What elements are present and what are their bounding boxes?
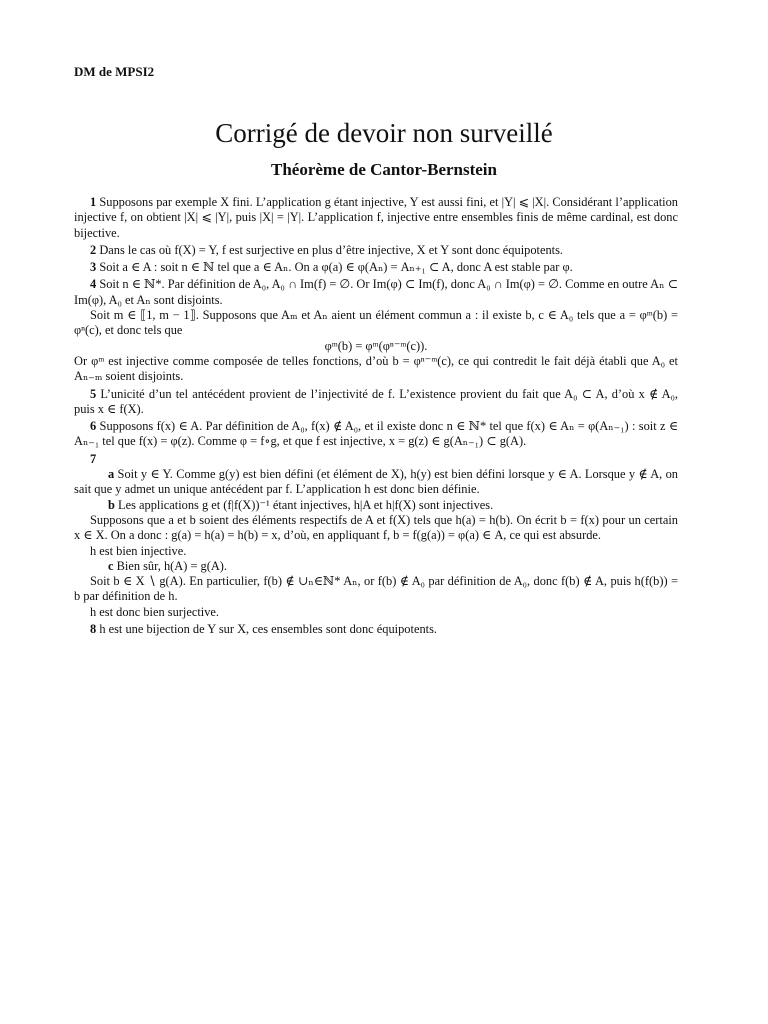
answer-6 bbox=[74, 419, 678, 450]
answer-2 bbox=[74, 243, 678, 258]
answer-3 bbox=[74, 260, 678, 275]
answer-7 bbox=[74, 452, 678, 467]
document-subtitle: Théorème de Cantor-Bernstein bbox=[271, 160, 497, 179]
answer-number: 7 bbox=[90, 451, 97, 466]
answer-number: 2 bbox=[90, 242, 97, 257]
answer-7c-conclusion: h est donc bien surjective. bbox=[90, 604, 220, 619]
answer-5 bbox=[74, 387, 678, 418]
answer-number: 8 bbox=[90, 622, 97, 637]
running-header: DM de MPSI2 bbox=[74, 64, 155, 79]
subanswer-letter: a bbox=[108, 467, 115, 482]
answer-text: Soit n ∈ ℕ*. Par définition de A₀, A₀ ∩ Im(f) = ∅. Or Im(φ) ⊂ Im(f), donc A₀ ∩ Im(φ) = ∅. Comme en outre Aₙ ⊂ Im(φ), A₀ et Aₙ sont disjoints. bbox=[74, 277, 678, 307]
subanswer-letter: c bbox=[108, 558, 114, 573]
answer-text: Supposons par exemple X fini. L’application g étant injective, Y est aussi fini, et |Y| ⩽ |X|. Considérant l’application injective f, on obtient |X| ⩽ |Y|, puis |X| = |Y|. L’application f, injective entre ensembles finis de même cardinal, est donc bijective. bbox=[74, 195, 678, 240]
document-title: Corrigé de devoir non surveillé bbox=[215, 118, 553, 148]
answer-text: Bien sûr, h(A) = g(A). bbox=[116, 558, 228, 573]
answer-4-paragraph: Soit m ∈ ⟦1, m − 1⟧. Supposons que Aₘ et Aₙ aient un élément commun a : il existe b, c ∈ A₀ tels que a = φᵐ(b) = φⁿ(c), et donc tels que bbox=[74, 308, 678, 338]
answer-7b-conclusion: h est bien injective. bbox=[90, 543, 187, 558]
answer-text: h est une bijection de Y sur X, ces ensembles sont donc équipotents. bbox=[99, 622, 437, 637]
answer-8 bbox=[74, 622, 678, 637]
answer-number: 5 bbox=[90, 386, 97, 401]
answer-4-conclusion: Or φᵐ est injective comme composée de telles fonctions, d’où b = φⁿ⁻ᵐ(c), ce qui contredit le fait déjà établi que A₀ et Aₙ₋ₘ soient disjoints. bbox=[74, 353, 678, 384]
answer-7b bbox=[74, 498, 678, 513]
answer-text: Dans le cas où f(X) = Y, f est surjective en plus d’être injective, X et Y sont donc équipotents. bbox=[99, 242, 564, 257]
answer-number: 6 bbox=[90, 419, 97, 434]
answer-number: 1 bbox=[90, 195, 97, 209]
answer-7c-paragraph: Soit b ∈ X ∖ g(A). En particulier, f(b) ∉ ∪ₙ∈ℕ* Aₙ, or f(b) ∉ A₀ par définition de A₀, donc f(b) ∉ A, puis h(f(b)) = b par définition de h. bbox=[74, 574, 678, 604]
answer-text: Les applications g et (f|f(X))⁻¹ étant injectives, h|A et h|f(X) sont injectives. bbox=[118, 497, 494, 512]
answer-7b-paragraph: Supposons que a et b soient des éléments respectifs de A et f(X) tels que h(a) = h(b). On écrit b = f(x) pour un certain x ∈ X. On a donc : g(a) = h(a) = h(b) = x, d’où, en appliquant f, b = f(g(a)) = φ(a) ∈ A, ce qui est absurde. bbox=[74, 512, 678, 543]
answer-text: Soit a ∈ A : soit n ∈ ℕ tel que a ∈ Aₙ. On a φ(a) ∈ φ(Aₙ) = Aₙ₊₁ ⊂ A, donc A est stable par φ. bbox=[99, 260, 573, 275]
answer-text: L’unicité d’un tel antécédent provient de l’injectivité de f. L’existence provient du fait que A₀ ⊂ A, d’où x ∉ A₀, puis x ∈ f(X). bbox=[74, 386, 678, 416]
answer-4 bbox=[74, 277, 678, 308]
equation: φᵐ(b) = φᵐ(φⁿ⁻ᵐ(c)). bbox=[324, 338, 428, 353]
answer-7a bbox=[74, 467, 678, 498]
answer-number: 4 bbox=[90, 277, 97, 292]
answer-text: Supposons f(x) ∈ A. Par définition de A₀, f(x) ∉ A₀, et il existe donc n ∈ ℕ* tel que f(x) ∈ Aₙ = φ(Aₙ₋₁) : soit z ∈ Aₙ₋₁ tel que f(x) = φ(z). Comme φ = f∘g, et que f est injective, x = g(z) ∈ g(Aₙ₋₁) ⊂ g(A). bbox=[74, 419, 678, 449]
answer-text: Soit y ∈ Y. Comme g(y) est bien défini (et élément de X), h(y) est bien défini lorsque y ∈ A. Lorsque y ∉ A, on sait que y admet un unique antécédent par f. L’application h est donc bien définie. bbox=[74, 467, 678, 497]
document-body bbox=[74, 195, 678, 637]
answer-number: 3 bbox=[90, 260, 97, 275]
answer-7c bbox=[74, 559, 678, 574]
answer-1 bbox=[74, 195, 678, 241]
subanswer-letter: b bbox=[108, 497, 115, 512]
